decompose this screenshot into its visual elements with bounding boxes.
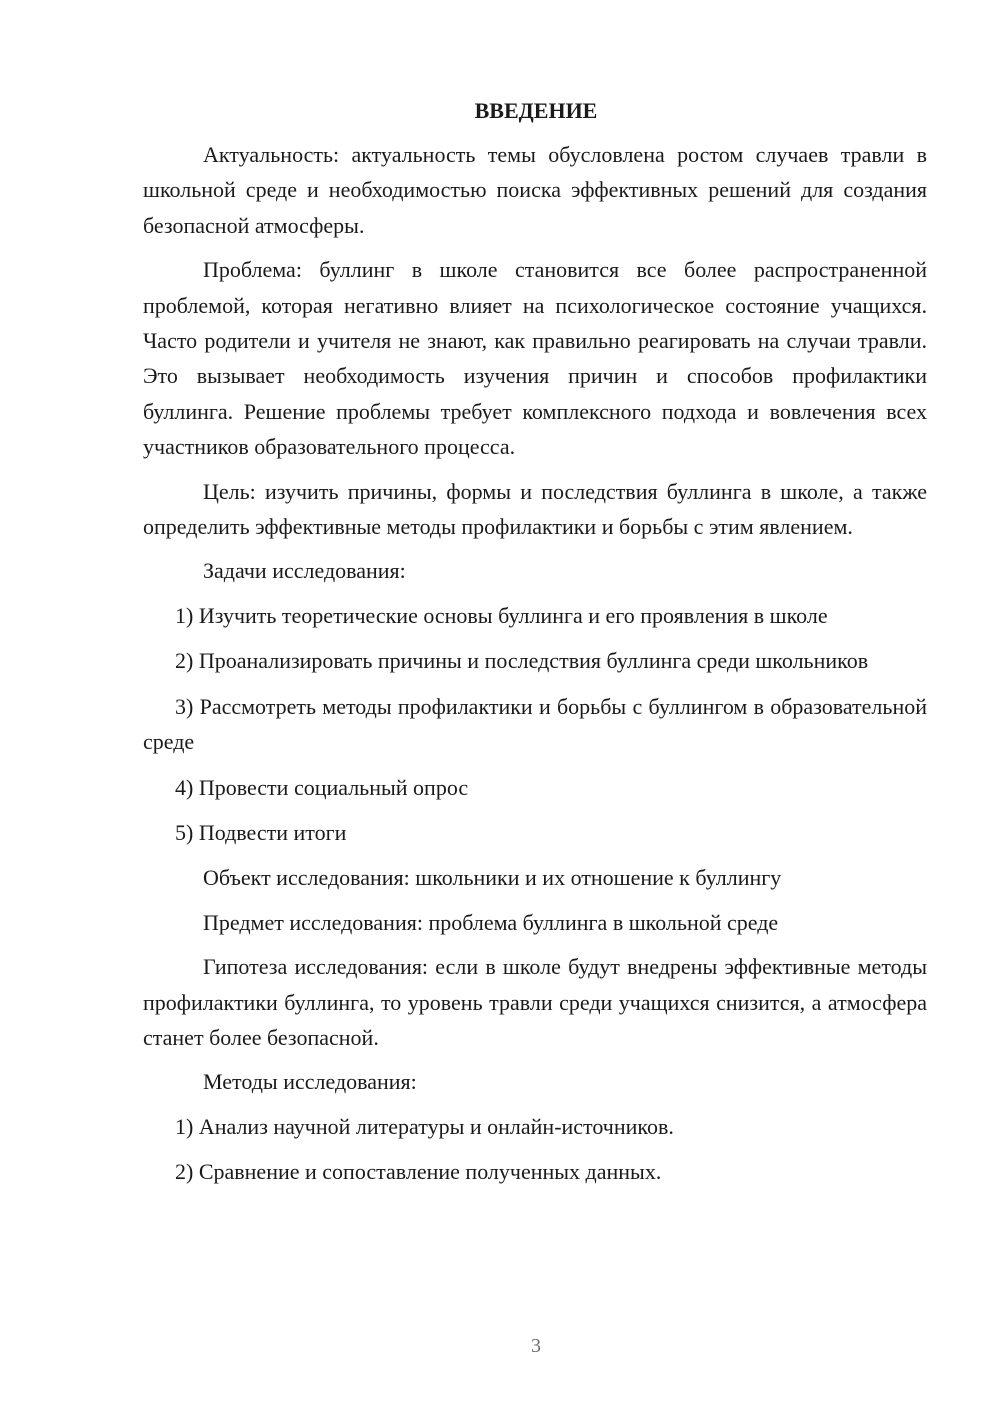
list-item: 5) Подвести итоги	[175, 819, 347, 845]
methods-list	[143, 1109, 927, 1190]
methods-heading: Методы исследования:	[203, 1069, 417, 1095]
relevance-paragraph: Актуальность: актуальность темы обусловлена ростом случаев травли в школьной среде и необходимостью поиска эффективных решений для создания безопасной атмосферы.	[143, 142, 927, 238]
page-title: ВВЕДЕНИЕ	[474, 98, 598, 123]
goal-paragraph: Цель: изучить причины, формы и последствия буллинга в школе, а также определить эффективные методы профилактики и борьбы с этим явлением.	[143, 478, 927, 540]
hypothesis-paragraph: Гипотеза исследования: если в школе будут внедрены эффективные методы профилактики буллинга, то уровень травли среди учащихся снизится, а атмосфера станет более безопасной.	[143, 954, 927, 1050]
object-paragraph: Объект исследования: школьники и их отношение к буллингу	[203, 865, 782, 891]
subject-paragraph: Предмет исследования: проблема буллинга в школьной среде	[203, 909, 779, 935]
list-item: 2) Проанализировать причины и последствия буллинга среди школьников	[175, 648, 869, 674]
tasks-list	[143, 598, 927, 850]
list-item: 1) Анализ научной литературы и онлайн-источников.	[175, 1113, 674, 1139]
list-item: 3) Рассмотреть методы профилактики и борьбы с буллингом в образовательной среде	[143, 693, 927, 755]
problem-paragraph: Проблема: буллинг в школе становится все более распространенной проблемой, которая негативно влияет на психологическое состояние учащихся. Часто родители и учителя не знают, как правильно реагировать на случаи травли. Это вызывает необходимость изучения причин и способов профилактики буллинга. Решение проблемы требует комплексного подхода и вовлечения всех участников образовательного процесса.	[143, 257, 927, 460]
list-item: 2) Сравнение и сопоставление полученных данных.	[175, 1159, 662, 1185]
page-body	[143, 95, 927, 1200]
page-number: 3	[531, 1335, 541, 1357]
list-item: 4) Провести социальный опрос	[175, 774, 469, 800]
tasks-heading: Задачи исследования:	[203, 558, 406, 584]
list-item: 1) Изучить теоретические основы буллинга и его проявления в школе	[175, 602, 828, 628]
